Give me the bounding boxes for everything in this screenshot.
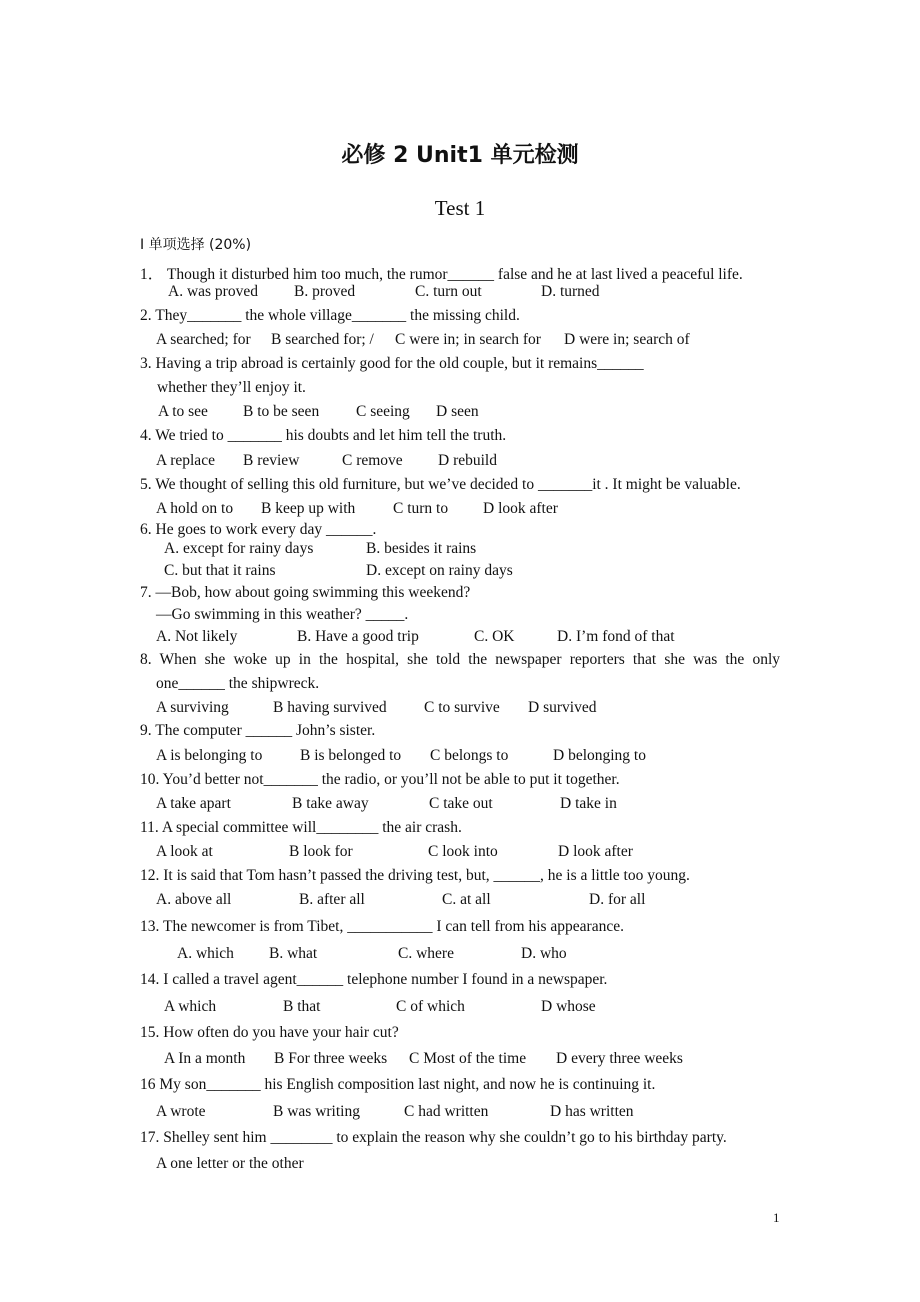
question-14-option: B that	[283, 998, 321, 1015]
question-4-stem: 4. We tried to _______ his doubts and let him tell the truth.	[140, 427, 507, 444]
question-11-option: C look into	[428, 843, 498, 860]
question-6-option: A. except for rainy days	[164, 540, 314, 557]
question-8-stem: one______ the shipwreck.	[156, 675, 320, 692]
question-5-option: A hold on to	[156, 500, 234, 517]
question-6-option: C. but that it rains	[164, 562, 276, 579]
question-15-option: D every three weeks	[556, 1050, 683, 1067]
question-3-option: B to be seen	[243, 403, 320, 420]
question-10-stem: 10. You’d better not_______ the radio, or you’ll not be able to put it together.	[140, 771, 620, 788]
question-12-option: C. at all	[442, 891, 491, 908]
question-14-option: D whose	[541, 998, 596, 1015]
question-6-stem: 6. He goes to work every day ______.	[140, 521, 377, 538]
question-11-stem: 11. A special committee will________ the air crash.	[140, 819, 462, 836]
question-16-option: C had written	[404, 1103, 489, 1120]
question-17-option: A one letter or the other	[156, 1155, 304, 1172]
question-1-option: C. turn out	[415, 283, 482, 300]
question-3-option: A to see	[158, 403, 208, 420]
question-5-option: C turn to	[393, 500, 449, 517]
question-3-option: D seen	[436, 403, 479, 420]
question-14-option: C of which	[396, 998, 465, 1015]
question-7-stem: —Go swimming in this weather? _____.	[156, 606, 409, 623]
question-5-option: D look after	[483, 500, 558, 517]
question-11-option: A look at	[156, 843, 213, 860]
question-13-option: A. which	[177, 945, 234, 962]
question-14-option: A which	[164, 998, 217, 1015]
question-7-option: B. Have a good trip	[297, 628, 419, 645]
question-4-option: A replace	[156, 452, 215, 469]
question-10-option: A take apart	[156, 795, 231, 812]
question-16-stem: 16 My son_______ his English composition last night, and now he is continuing it.	[140, 1076, 656, 1093]
question-6-option: D. except on rainy days	[366, 562, 513, 579]
question-12-option: D. for all	[589, 891, 646, 908]
question-14-stem: 14. I called a travel agent______ telephone number I found in a newspaper.	[140, 971, 608, 988]
question-9-option: A is belonging to	[156, 747, 263, 764]
question-15-stem: 15. How often do you have your hair cut?	[140, 1024, 399, 1041]
question-17-stem: 17. Shelley sent him ________ to explain the reason why she couldn’t go to his birthday party.	[140, 1129, 727, 1146]
page-title: 必修 2 Unit1 单元检测	[341, 143, 579, 168]
question-4-option: D rebuild	[438, 452, 497, 469]
question-8-option: B having survived	[273, 699, 387, 716]
question-9-stem: 9. The computer ______ John’s sister.	[140, 722, 376, 739]
question-1-option: B. proved	[294, 283, 356, 300]
question-4-option: C remove	[342, 452, 403, 469]
question-7-option: D. I’m fond of that	[557, 628, 675, 645]
question-12-option: B. after all	[299, 891, 365, 908]
question-8-option: C to survive	[424, 699, 500, 716]
question-13-stem: 13. The newcomer is from Tibet, ___________ I can tell from his appearance.	[140, 918, 624, 935]
question-7-option: A. Not likely	[156, 628, 238, 645]
question-3-stem: whether they’ll enjoy it.	[157, 379, 306, 396]
question-11-option: D look after	[558, 843, 633, 860]
question-7-option: C. OK	[474, 628, 515, 645]
question-11-option: B look for	[289, 843, 353, 860]
question-1-option: D. turned	[541, 283, 600, 300]
question-2-option: B searched for; /	[271, 331, 374, 348]
question-5-option: B keep up with	[261, 500, 356, 517]
question-9-option: D belonging to	[553, 747, 646, 764]
question-6-option: B. besides it rains	[366, 540, 477, 557]
question-15-option: B For three weeks	[274, 1050, 388, 1067]
question-12-option: A. above all	[156, 891, 232, 908]
question-15-option: A In a month	[164, 1050, 246, 1067]
question-10-option: C take out	[429, 795, 493, 812]
question-8-option: A surviving	[156, 699, 229, 716]
question-3-stem: 3. Having a trip abroad is certainly good for the old couple, but it remains______	[140, 355, 644, 372]
question-9-option: B is belonged to	[300, 747, 402, 764]
section-header: I 单项选择 (20%)	[140, 237, 252, 253]
question-9-option: C belongs to	[430, 747, 509, 764]
question-2-option: A searched; for	[156, 331, 251, 348]
question-2-stem: 2. They_______ the whole village_______ the missing child.	[140, 307, 520, 324]
question-7-stem: 7. —Bob, how about going swimming this weekend?	[140, 584, 471, 601]
question-2-option: C were in; in search for	[395, 331, 541, 348]
question-13-option: B. what	[269, 945, 318, 962]
question-10-option: D take in	[560, 795, 617, 812]
question-1-stem: 1． Though it disturbed him too much, the rumor______ false and he at last lived a peaceful life.	[140, 266, 743, 283]
question-8-option: D survived	[528, 699, 597, 716]
question-5-stem: 5. We thought of selling this old furniture, but we’ve decided to _______it . It might be valuable.	[140, 476, 741, 493]
question-1-option: A. was proved	[168, 283, 258, 300]
question-13-option: C. where	[398, 945, 454, 962]
question-4-option: B review	[243, 452, 300, 469]
question-2-option: D were in; search of	[564, 331, 690, 348]
question-16-option: A wrote	[156, 1103, 206, 1120]
question-10-option: B take away	[292, 795, 369, 812]
question-12-stem: 12. It is said that Tom hasn’t passed the driving test, but, ______, he is a little too young.	[140, 867, 690, 884]
question-13-option: D. who	[521, 945, 567, 962]
page-subtitle: Test 1	[434, 196, 486, 220]
question-3-option: C seeing	[356, 403, 410, 420]
question-8-stem: 8. When she woke up in the hospital, she told the newspaper reporters that she was the only	[140, 651, 780, 668]
page-number: 1	[773, 1210, 780, 1225]
question-16-option: D has written	[550, 1103, 634, 1120]
question-15-option: C Most of the time	[409, 1050, 527, 1067]
question-16-option: B was writing	[273, 1103, 360, 1120]
